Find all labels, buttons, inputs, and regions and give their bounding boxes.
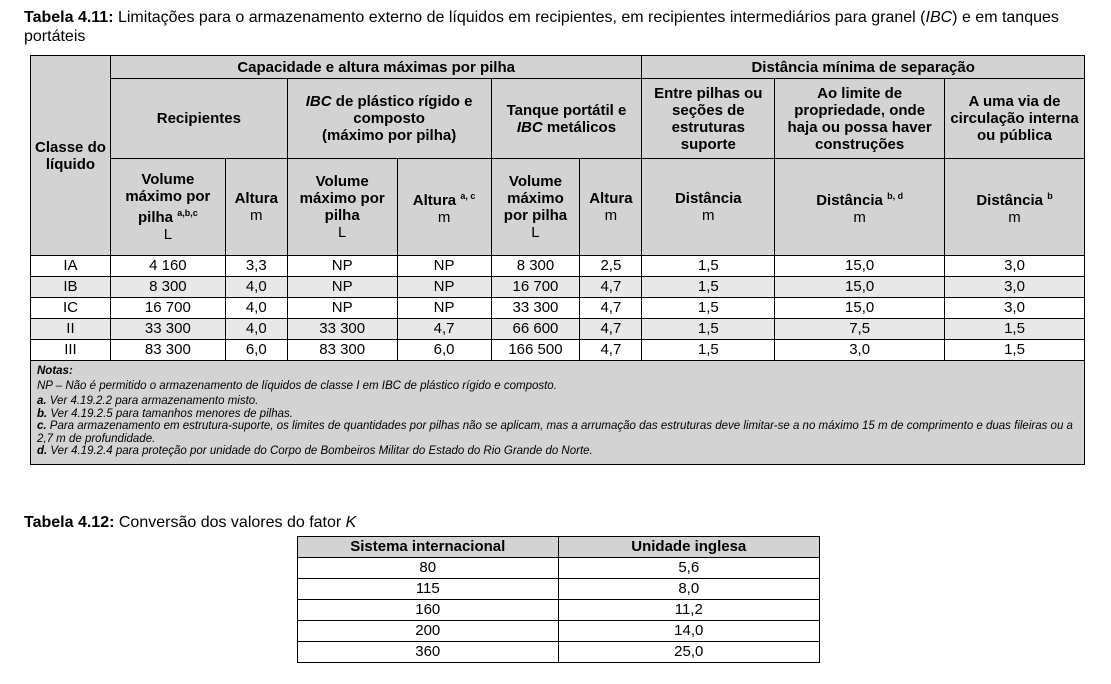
- cell: 3,0: [945, 256, 1085, 277]
- cell: 4,7: [580, 277, 642, 298]
- cell: 1,5: [642, 256, 775, 277]
- cell: NP: [287, 298, 397, 319]
- cell: 200: [298, 621, 559, 642]
- cell: NP: [287, 256, 397, 277]
- cell: 66 600: [491, 319, 580, 340]
- cell: NP: [397, 256, 491, 277]
- cell: 83 300: [287, 340, 397, 361]
- cell: 6,0: [225, 340, 287, 361]
- cell: 4,0: [225, 319, 287, 340]
- cell: 25,0: [558, 642, 819, 663]
- cell: 160: [298, 600, 559, 621]
- header-via-circulacao: A uma via de circulação interna ou pública: [945, 79, 1085, 159]
- header-classe: Classe do líquido: [31, 56, 111, 256]
- cell: 4 160: [110, 256, 225, 277]
- table-row: [298, 600, 820, 621]
- note-c: c. Para armazenamento em estrutura-suporte, os limites de quantidades por pilhas não se aplicam, mas a arrumação das estruturas deve limitar-se a no máximo 15 m de comprimento e duas fileiras ou a 2,7 m de profundidade.: [37, 420, 1073, 445]
- header-volume-ibc: Volume máximo por pilha L: [287, 159, 397, 256]
- cell: 1,5: [642, 298, 775, 319]
- header-altura-recipientes: Altura m: [225, 159, 287, 256]
- cell: 8 300: [491, 256, 580, 277]
- caption-text: Conversão dos valores do fator: [114, 514, 346, 531]
- cell: 3,0: [945, 277, 1085, 298]
- cell: 15,0: [775, 277, 945, 298]
- header-altura-ibc: Altura $^{a, c}$ m: [397, 159, 491, 256]
- header-distancia-3: Distância $^b$ m: [945, 159, 1085, 256]
- notes-title: Notas:: [37, 365, 73, 377]
- table-4-12: [297, 536, 820, 663]
- cell: 7,5: [775, 319, 945, 340]
- header-distancia-2: Distância $^{b, d}$ m: [775, 159, 945, 256]
- header-sistema-internacional: Sistema internacional: [298, 537, 559, 558]
- caption-text-end: ) e em tanques portáteis: [24, 9, 1059, 45]
- cell: 1,5: [945, 319, 1085, 340]
- cell: 1,5: [642, 340, 775, 361]
- table-row: [298, 579, 820, 600]
- cell: IB: [31, 277, 111, 298]
- cell: 80: [298, 558, 559, 579]
- cell: 33 300: [110, 319, 225, 340]
- caption-label: Tabela 4.12:: [24, 514, 115, 531]
- caption-text: Limitações para o armazenamento externo de líquidos em recipientes, em recipientes intermediários para granel (: [113, 9, 926, 26]
- header-unidade-inglesa: Unidade inglesa: [558, 537, 819, 558]
- header-recipientes: Recipientes: [110, 79, 287, 159]
- cell: III: [31, 340, 111, 361]
- table-row: [298, 642, 820, 663]
- table-row: [31, 319, 1085, 340]
- cell: 4,7: [397, 319, 491, 340]
- cell: 4,0: [225, 277, 287, 298]
- header-volume-tanque: Volume máximo por pilha L: [491, 159, 580, 256]
- cell: NP: [397, 277, 491, 298]
- header-distancia: Distância mínima de separação: [642, 56, 1085, 79]
- cell: 1,5: [642, 277, 775, 298]
- cell: 14,0: [558, 621, 819, 642]
- note-a: a. Ver 4.19.2.2 para armazenamento misto.: [37, 395, 259, 407]
- header-altura-tanque: Altura m: [580, 159, 642, 256]
- table-4-11-caption: [24, 8, 1094, 46]
- cell: 8 300: [110, 277, 225, 298]
- table-row: [31, 298, 1085, 319]
- header-entre-pilhas: Entre pilhas ou seções de estruturas suporte: [642, 79, 775, 159]
- cell: II: [31, 319, 111, 340]
- cell: 4,7: [580, 319, 642, 340]
- cell: 33 300: [287, 319, 397, 340]
- caption-ibc: IBC: [925, 9, 953, 26]
- cell: 4,7: [580, 340, 642, 361]
- cell: 16 700: [491, 277, 580, 298]
- caption-label: Tabela 4.11:: [24, 9, 114, 26]
- cell: 2,5: [580, 256, 642, 277]
- table-4-11: [30, 55, 1085, 465]
- cell: 11,2: [558, 600, 819, 621]
- cell: 4,7: [580, 298, 642, 319]
- cell: IC: [31, 298, 111, 319]
- table-row: [298, 621, 820, 642]
- table-notes: [31, 361, 1085, 465]
- header-distancia-1: Distância m: [642, 159, 775, 256]
- cell: 33 300: [491, 298, 580, 319]
- header-capacidade: Capacidade e altura máximas por pilha: [110, 56, 641, 79]
- cell: 4,0: [225, 298, 287, 319]
- cell: 166 500: [491, 340, 580, 361]
- cell: NP: [287, 277, 397, 298]
- header-tanque-portatil: Tanque portátil e IBC metálicos: [491, 79, 642, 159]
- header-ibc-plastico: IBC de plástico rígido e composto (máximo por pilha): [287, 79, 491, 159]
- note-b: b. Ver 4.19.2.5 para tamanhos menores de pilhas.: [37, 407, 293, 420]
- cell: 115: [298, 579, 559, 600]
- cell: 16 700: [110, 298, 225, 319]
- cell: 15,0: [775, 256, 945, 277]
- table-row: [31, 256, 1085, 277]
- header-limite-propriedade: Ao limite de propriedade, onde haja ou possa haver construções: [775, 79, 945, 159]
- cell: 3,0: [775, 340, 945, 361]
- table-row: [31, 277, 1085, 298]
- cell: 6,0: [397, 340, 491, 361]
- table-4-12-caption: [24, 513, 356, 532]
- cell: 3,3: [225, 256, 287, 277]
- note-np: NP – Não é permitido o armazenamento de líquidos de classe I em IBC de plástico rígido e composto.: [37, 379, 557, 392]
- cell: NP: [397, 298, 491, 319]
- cell: 1,5: [642, 319, 775, 340]
- caption-k: K: [345, 514, 357, 531]
- cell: 5,6: [558, 558, 819, 579]
- table-row: [31, 340, 1085, 361]
- note-d: d. Ver 4.19.2.4 para proteção por unidade do Corpo de Bombeiros Militar do Estado do Rio Grande do Norte.: [37, 445, 593, 457]
- cell: 3,0: [945, 298, 1085, 319]
- cell: 360: [298, 642, 559, 663]
- cell: 1,5: [945, 340, 1085, 361]
- table-row: [298, 558, 820, 579]
- cell: 83 300: [110, 340, 225, 361]
- cell: 8,0: [558, 579, 819, 600]
- header-volume-recipientes: Volume máximo por pilha $^{a,b,c}$ L: [110, 159, 225, 256]
- cell: 15,0: [775, 298, 945, 319]
- cell: IA: [31, 256, 111, 277]
